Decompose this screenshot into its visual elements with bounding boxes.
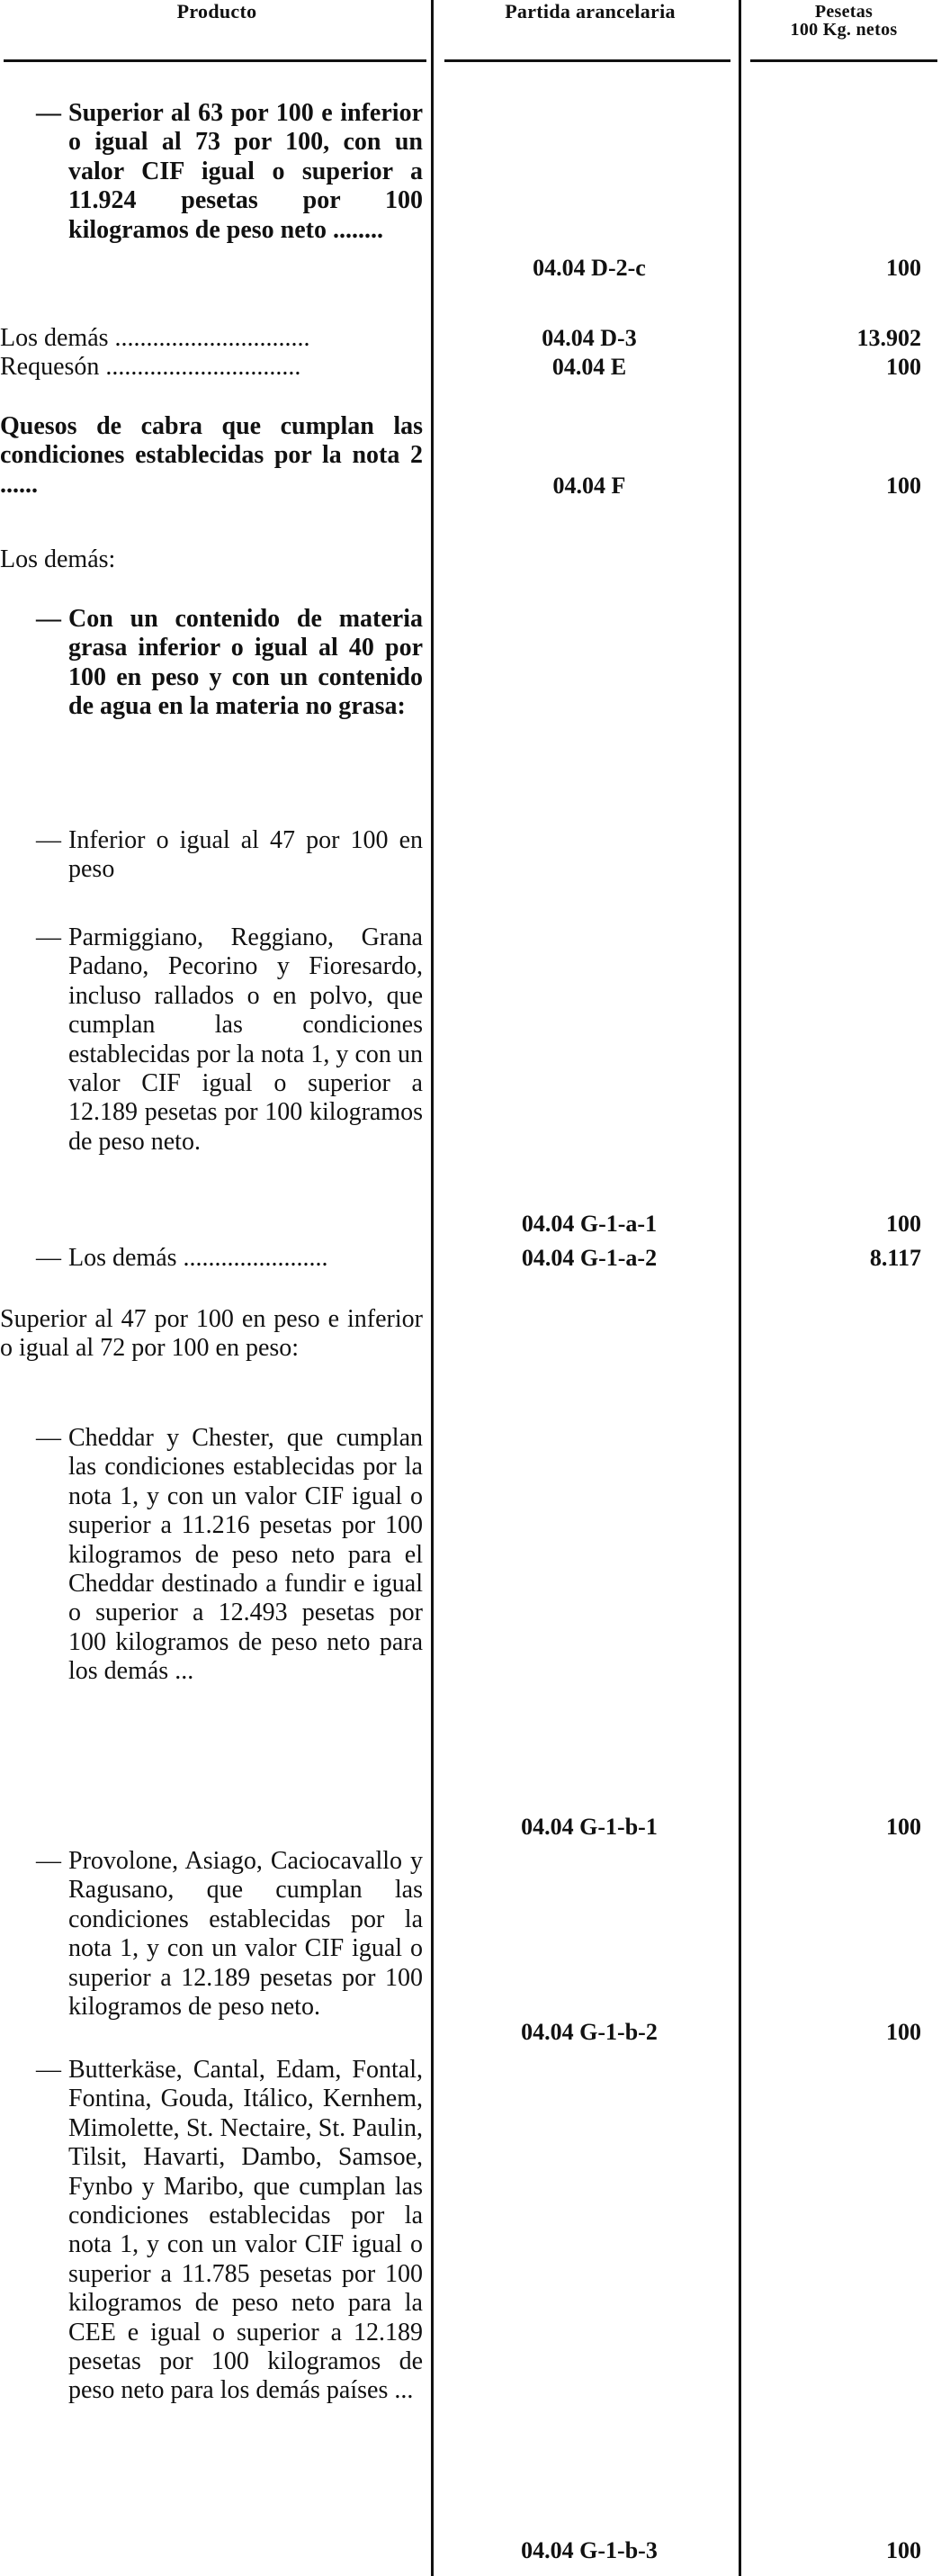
row-partida: 04.04 G-1-a-2 bbox=[521, 1245, 658, 1271]
row-pesetas: 100 bbox=[886, 473, 921, 499]
row-pesetas: 8.117 bbox=[869, 1245, 921, 1271]
row-pesetas: 100 bbox=[886, 1211, 921, 1237]
header-rule-partida bbox=[444, 59, 730, 62]
product-description: Con un contenido de materia grasa inferior o igual al 40 por 100 en peso y con un contenido de agua en la materia no grasa: bbox=[68, 605, 423, 721]
column-divider-2 bbox=[739, 0, 741, 2576]
item-dash: — bbox=[36, 2056, 61, 2084]
row-pesetas: 100 bbox=[886, 1814, 921, 1840]
row-product-text bbox=[36, 605, 423, 722]
column-divider-1 bbox=[431, 0, 434, 2576]
header-rule-producto bbox=[4, 59, 426, 62]
item-dash: — bbox=[36, 923, 61, 951]
product-description: Parmiggiano, Reggiano, Grana Padano, Pecorino y Fioresardo, incluso rallados o en polvo, que cumplan las condiciones establecidas por la nota 1, y con un valor CIF igual o superior a 12.189 pesetas por 100 kilogramos de peso neto. bbox=[68, 923, 423, 1156]
row-product-text bbox=[36, 1244, 423, 1273]
product-description: Los demás: bbox=[0, 545, 116, 573]
row-product-text bbox=[0, 324, 423, 353]
header-rule-pesetas bbox=[750, 59, 937, 62]
product-description: Quesos de cabra que cumplan las condiciones establecidas por la nota 2 ...... bbox=[0, 412, 423, 499]
product-description: Superior al 47 por 100 en peso e inferior o igual al 72 por 100 en peso: bbox=[0, 1305, 423, 1363]
row-product-text bbox=[0, 353, 423, 382]
product-description: Butterkäse, Cantal, Edam, Fontal, Fontina, Gouda, Itálico, Kernhem, Mimolette, St. Nectaire, St. Paulin, Tilsit, Havarti, Dambo, Samsoe, Fynbo y Maribo, que cumplan las condiciones establecidas por la nota 1, y con un valor CIF igual o superior a 11.785 pesetas por 100 kilogramos de peso neto para la CEE e igual o superior a 12.189 pesetas por 100 kilogramos de peso neto para los demás países ... bbox=[68, 2056, 423, 2405]
row-product-text bbox=[0, 545, 423, 574]
row-pesetas: 100 bbox=[886, 255, 921, 281]
row-product-text bbox=[36, 923, 423, 1157]
product-description: Los demás ....................... bbox=[68, 1244, 328, 1272]
item-dash: — bbox=[36, 605, 61, 633]
row-product-text bbox=[36, 1424, 423, 1687]
row-pesetas: 100 bbox=[886, 2019, 921, 2045]
row-partida: 04.04 F bbox=[552, 473, 626, 499]
row-product-text bbox=[36, 99, 423, 245]
row-partida: 04.04 G-1-a-1 bbox=[521, 1211, 658, 1237]
row-partida: 04.04 G-1-b-2 bbox=[521, 2019, 658, 2045]
row-partida: 04.04 D-3 bbox=[542, 325, 637, 351]
header-pesetas-line2: 100 Kg. netos bbox=[790, 20, 898, 40]
row-product-text bbox=[0, 412, 423, 500]
item-dash: — bbox=[36, 826, 61, 854]
item-dash: — bbox=[36, 1424, 61, 1452]
product-description: Los demás ............................... bbox=[0, 324, 310, 352]
row-product-text bbox=[0, 1305, 423, 1364]
row-product-text bbox=[36, 826, 423, 885]
product-description: Inferior o igual al 47 por 100 en peso bbox=[68, 826, 423, 884]
item-dash: — bbox=[36, 1847, 61, 1875]
header-producto: Producto bbox=[176, 0, 257, 23]
row-pesetas: 13.902 bbox=[856, 325, 921, 351]
row-pesetas: 100 bbox=[886, 354, 921, 380]
row-product-text bbox=[36, 1847, 423, 2022]
row-pesetas: 100 bbox=[886, 2537, 921, 2563]
row-partida: 04.04 G-1-b-1 bbox=[521, 1814, 658, 1840]
product-description: Requesón ............................... bbox=[0, 353, 301, 381]
row-partida: 04.04 D-2-c bbox=[533, 255, 646, 281]
product-description: Superior al 63 por 100 e inferior o igual al 73 por 100, con un valor CIF igual o superior a 11.924 pesetas por 100 kilogramos de peso neto ........ bbox=[68, 99, 423, 244]
item-dash: — bbox=[36, 99, 61, 127]
product-description: Cheddar y Chester, que cumplan las condiciones establecidas por la nota 1, y con un valor CIF igual o superior a 11.216 pesetas por 100 kilogramos de peso neto para el Cheddar destinado a fundir e igual o superior a 12.493 pesetas por 100 kilogramos de peso neto para los demás ... bbox=[68, 1424, 423, 1686]
product-description: Provolone, Asiago, Caciocavallo y Ragusano, que cumplan las condiciones establecidas por la nota 1, y con un valor CIF igual o superior a 12.189 pesetas por 100 kilogramos de peso neto. bbox=[68, 1847, 423, 2022]
row-partida: 04.04 G-1-b-3 bbox=[521, 2537, 658, 2563]
header-partida: Partida arancelaria bbox=[505, 0, 676, 23]
row-product-text bbox=[36, 2056, 423, 2406]
item-dash: — bbox=[36, 1244, 61, 1272]
header-pesetas-line1: Pesetas bbox=[814, 2, 874, 22]
row-partida: 04.04 E bbox=[551, 354, 627, 380]
